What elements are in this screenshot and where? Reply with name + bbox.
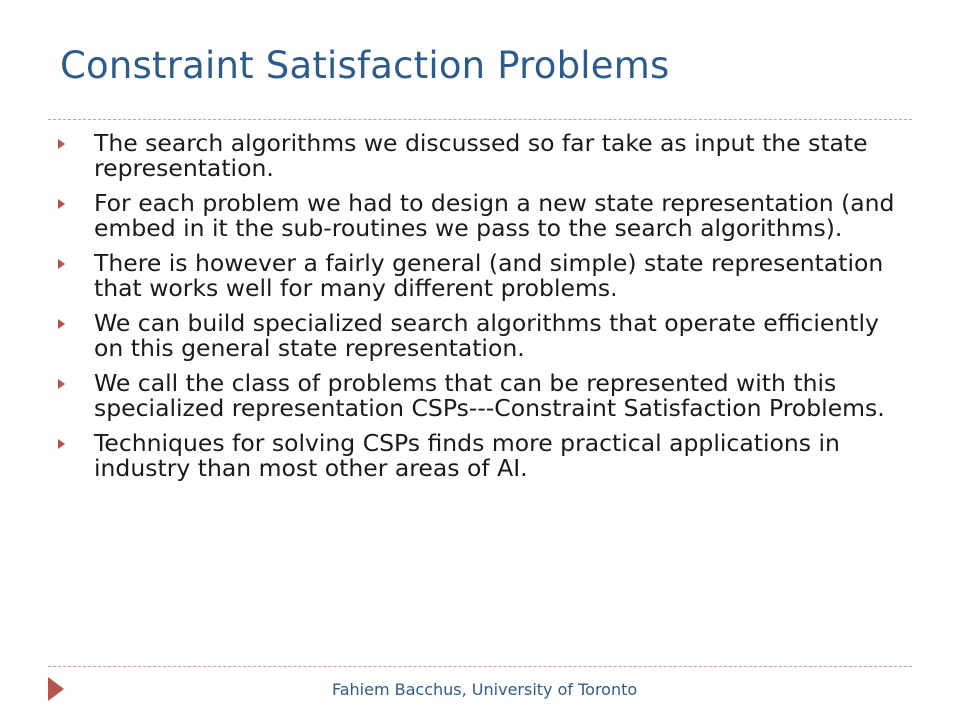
bullet-list	[58, 131, 908, 491]
footer-triangle-icon	[48, 677, 64, 701]
bullet-item	[58, 131, 908, 180]
bullet-triangle-icon	[58, 379, 65, 389]
bullet-item	[58, 431, 908, 480]
bottom-divider	[48, 666, 912, 667]
bullet-triangle-icon	[58, 259, 65, 269]
bullet-text: The search algorithms we discussed so far take as input the state representation.	[94, 129, 868, 182]
bullet-item	[58, 251, 908, 300]
slide-title: Constraint Satisfaction Problems	[60, 44, 670, 87]
bullet-text: We call the class of problems that can be represented with this specialized representation CSPs---Constraint Satisfaction Problems.	[94, 369, 885, 422]
bullet-item	[58, 191, 908, 240]
bullet-text: We can build specialized search algorithms that operate efficiently on this general state representation.	[94, 309, 879, 362]
bullet-triangle-icon	[58, 439, 65, 449]
bullet-triangle-icon	[58, 199, 65, 209]
bullet-item	[58, 371, 908, 420]
bullet-text: There is however a fairly general (and simple) state representation that works well for many different problems.	[94, 249, 884, 302]
top-divider	[48, 119, 912, 120]
bullet-triangle-icon	[58, 139, 65, 149]
bullet-text: Techniques for solving CSPs finds more practical applications in industry than most other areas of AI.	[94, 429, 840, 482]
footer-credit: Fahiem Bacchus, University of Toronto	[332, 680, 638, 699]
bullet-item	[58, 311, 908, 360]
bullet-text: For each problem we had to design a new state representation (and embed in it the sub-routines we pass to the search algorithms).	[94, 189, 895, 242]
bullet-triangle-icon	[58, 319, 65, 329]
